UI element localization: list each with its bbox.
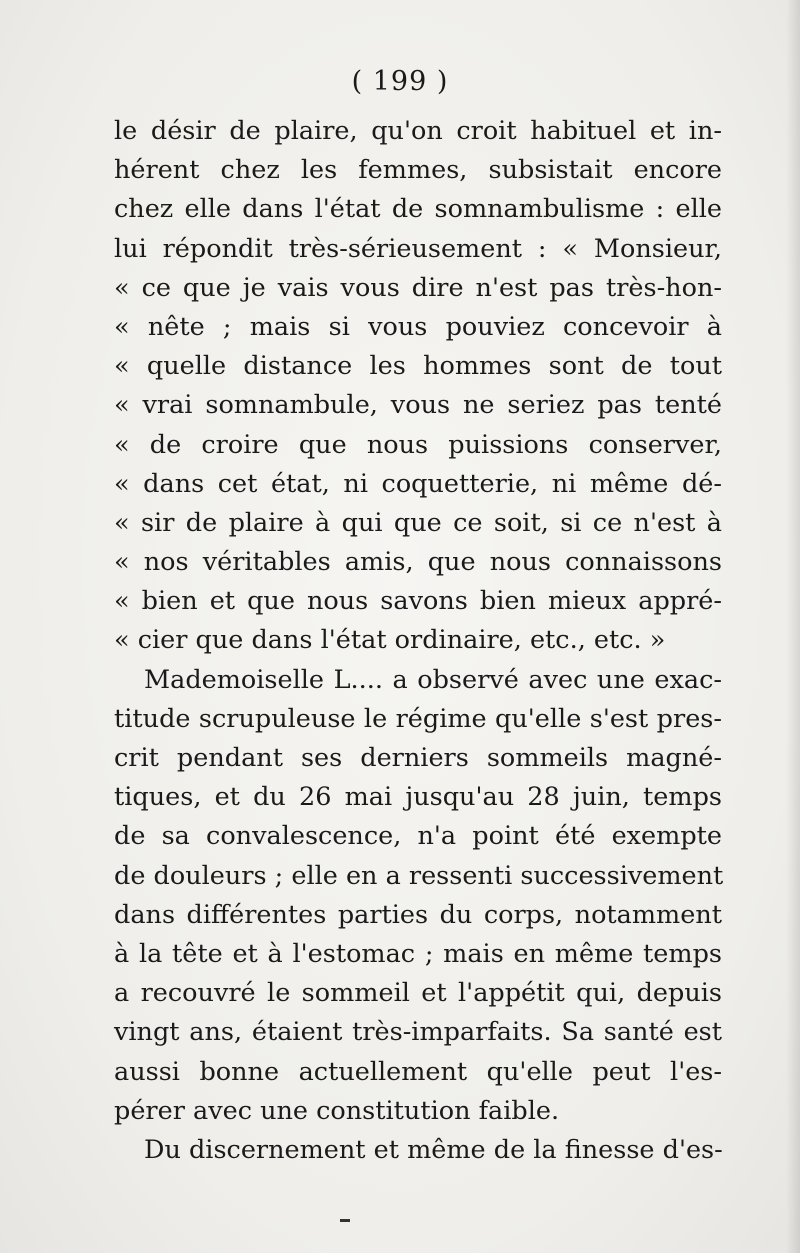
text-line: « vrai somnambule, vous ne seriez pas tenté [114, 390, 722, 421]
text-line: crit pendant ses derniers sommeils magné- [114, 743, 722, 773]
text-line: vingt ans, étaient très-imparfaits. Sa santé est [114, 1017, 722, 1048]
text-line: « nos véritables amis, que nous connaissons [114, 547, 722, 578]
text-line: de douleurs ; elle en a ressenti successivement [114, 860, 724, 891]
text-line: à la tête et à l'estomac ; mais en même temps [114, 938, 722, 969]
page-edge-shadow [786, 0, 800, 1253]
text-line: chez elle dans l'état de somnambulisme : elle [114, 194, 722, 225]
text-line: « bien et que nous savons bien mieux appré- [114, 586, 722, 617]
text-line: pérer avec une constitution faible. [114, 1095, 560, 1126]
text-line: lui répondit très-sérieusement : « Monsieur, [114, 233, 722, 264]
body-text [114, 112, 722, 1170]
text-line: a recouvré le sommeil et l'appétit qui, depuis [114, 978, 722, 1009]
text-line: « quelle distance les hommes sont de tout [114, 351, 722, 382]
text-line: le désir de plaire, qu'on croit habituel et in- [114, 116, 722, 146]
text-line: « dans cet état, ni coquetterie, ni même dé- [114, 468, 722, 499]
text-line: de sa convalescence, n'a point été exempte [114, 821, 722, 852]
text-line: aussi bonne actuellement qu'elle peut l'es- [114, 1056, 722, 1087]
text-line: « de croire que nous puissions conserver, [114, 429, 722, 460]
text-line: tiques, et du 26 mai jusqu'au 28 juin, temps [114, 782, 722, 813]
text-line: « sir de plaire à qui que ce soit, si ce n'est à [114, 507, 722, 538]
paragraph-start-line: Du discernement et même de la finesse d'es- [144, 1134, 723, 1165]
text-line: « nête ; mais si vous pouviez concevoir à [114, 311, 722, 342]
text-line: « cier que dans l'état ordinaire, etc., etc. » [114, 625, 666, 656]
footer-dash-mark [340, 1219, 350, 1222]
text-line: dans différentes parties du corps, notamment [114, 899, 722, 930]
page-number: ( 199 ) [351, 66, 449, 97]
text-line: hérent chez les femmes, subsistait encore [114, 155, 722, 186]
paragraph-start-line: Mademoiselle L.... a observé avec une exac- [144, 664, 722, 695]
text-line: titude scrupuleuse le régime qu'elle s'est pres- [114, 703, 722, 734]
text-line: « ce que je vais vous dire n'est pas très-hon- [114, 272, 722, 303]
